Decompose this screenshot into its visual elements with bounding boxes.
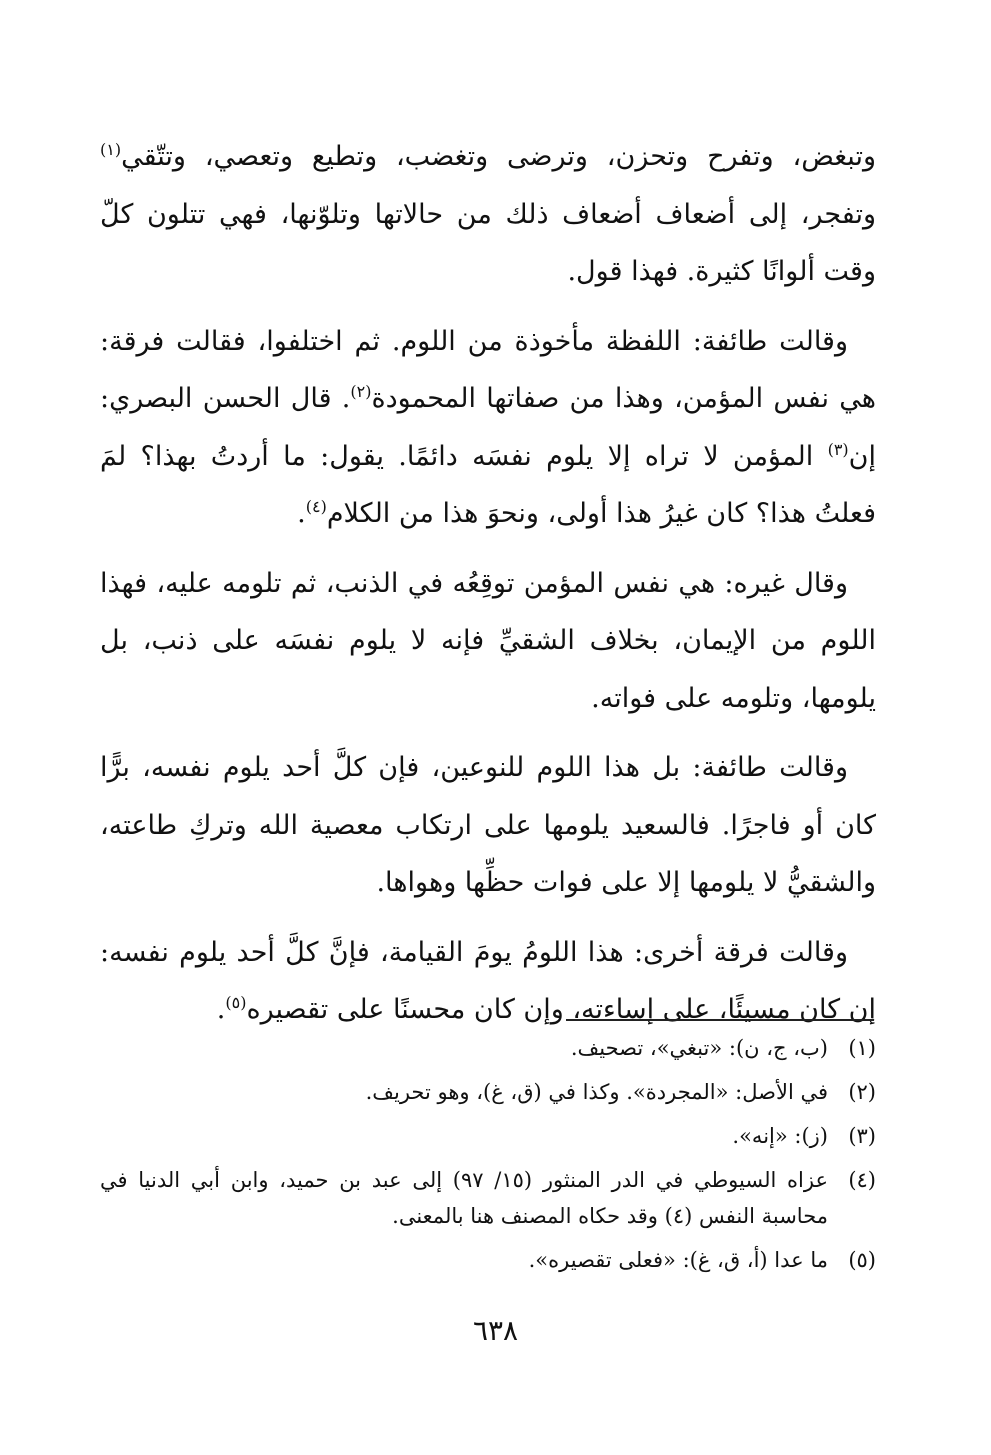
paragraph-2-text-d: .: [297, 498, 306, 529]
footnote-2: [100, 1074, 876, 1110]
footnote-ref-4[interactable]: (٤): [305, 497, 327, 516]
paragraph-1-text-b: وتفجر، إلى أضعاف أضعاف ذلك من حالاتها وتلوّنها، فهي تتلون كلّ وقت ألوانًا كثيرة. فهذا قول.: [100, 198, 876, 287]
paragraph-3: [100, 555, 876, 728]
paragraph-5-text-b: .: [216, 994, 226, 1025]
paragraph-2: [100, 313, 876, 543]
footnote-1: [100, 1030, 876, 1066]
paragraph-5-text-a: وقالت فرقة أخرى: هذا اللومُ يومَ القيامة، فإنَّ كلَّ أحد يلوم نفسه: إن كان مسيئًا، على إساءته، وإن كان محسنًا على تقصيره: [100, 936, 876, 1025]
footnote-2-text: في الأصل: «المجردة». وكذا في (ق، غ)، وهو تحريف.: [365, 1080, 828, 1104]
footnote-3-text: (ز): «إنه».: [732, 1124, 828, 1148]
footnote-5: [100, 1242, 876, 1278]
footnote-1-text: (ب، ج، ن): «تبغي»، تصحيف.: [570, 1036, 828, 1060]
footnote-separator: [566, 1019, 874, 1021]
footnote-4-number: (٤): [848, 1168, 876, 1192]
footnote-ref-5[interactable]: (٥): [225, 993, 247, 1012]
footnotes-list: [100, 1030, 876, 1286]
footnote-2-number: (٢): [848, 1080, 876, 1104]
paragraph-5: [100, 924, 876, 1039]
footnote-3: [100, 1118, 876, 1154]
footnote-5-text: ما عدا (أ، ق، غ): «فعلى تقصيره».: [528, 1248, 828, 1272]
footnote-ref-3[interactable]: (٣): [827, 439, 849, 459]
main-text: [100, 128, 876, 1051]
footnote-3-number: (٣): [848, 1124, 876, 1148]
paragraph-3-text: وقال غيره: هي نفس المؤمن توقِعُه في الذنب، ثم تلومه عليه، فهذا اللوم من الإيمان، بخلاف الشقيِّ فإنه لا يلوم نفسَه على ذنب، بل يلومها، وتلومه على فواته.: [100, 567, 876, 714]
paragraph-1-text-a: وتبغض، وتفرح وتحزن، وترضى وتغضب، وتطيع وتعصي، وتتّقي: [121, 141, 876, 172]
paragraph-2-text-a: وقالت طائفة: اللفظة مأخوذة من اللوم. ثم اختلفوا، فقالت فرقة: هي نفس المؤمن، وهذا من صفاتها المحمودة: [100, 325, 877, 414]
paragraph-4: [100, 739, 876, 912]
page-number: ٦٣٨: [472, 1314, 519, 1347]
footnote-4: [100, 1162, 876, 1234]
footnote-ref-2[interactable]: (٢): [350, 382, 372, 401]
footnote-ref-1[interactable]: (١): [100, 140, 122, 159]
paragraph-2-text-c: المؤمن لا تراه إلا يلوم نفسَه دائمًا. يقول: ما أردتُ بهذا؟ لمَ فعلتُ هذا؟ كان غيرُ هذا أولى، ونحوَ هذا من الكلام: [100, 440, 876, 529]
footnote-5-number: (٥): [848, 1248, 876, 1272]
footnote-1-number: (١): [848, 1036, 876, 1060]
paragraph-4-text: وقالت طائفة: بل هذا اللوم للنوعين، فإن كلَّ أحد يلوم نفسه، برًّا كان أو فاجرًا. فالسعيد يلومها على ارتكاب معصية الله وتركِ طاعته، والشقيُّ لا يلومها إلا على فوات حظِّها وهواها.: [100, 752, 876, 898]
footnote-4-text: عزاه السيوطي في الدر المنثور (١٥/ ٩٧) إلى عبد بن حميد، وابن أبي الدنيا في محاسبة النفس (٤) وقد حكاه المصنف هنا بالمعنى.: [100, 1168, 828, 1228]
paragraph-2-text-b: . قال الحسن البصري: إن: [100, 383, 876, 472]
paragraph-1: [100, 128, 876, 301]
